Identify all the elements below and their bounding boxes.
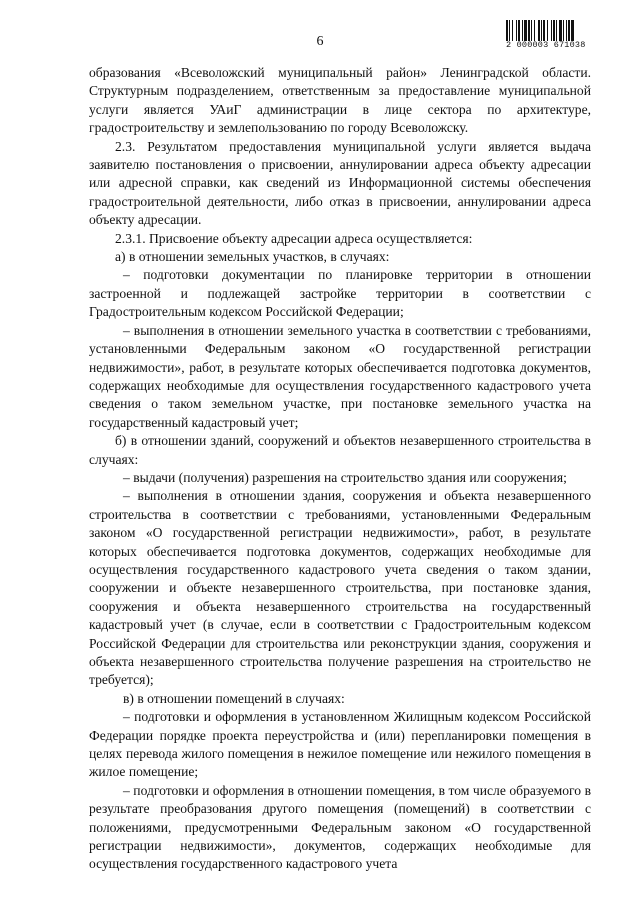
list-heading-buildings: б) в отношении зданий, сооружений и объектов незавершенного строительства в случаях: (89, 433, 591, 467)
list-item: – подготовки документации по планировке территории в отношении застроенной и подлежащей застройке территории в соответствии с Градостроительным кодексом Российской Федерации; (89, 267, 591, 320)
document-body (89, 64, 591, 874)
list-item: – выдачи (получения) разрешения на строительство здания или сооружения; (123, 469, 567, 485)
list-item: – выполнения в отношении здания, сооружения и объекта незавершенного строительства в соответствии с требованиями, установленными Федеральным законом «О государственной регистрации недвижимости», работ, в результате которых обеспечивается подготовка документов, содержащих необходимые для осуществления государственного кадастрового учета сведения о таком здании, сооружении и объекте незавершенного строительства, при постановке здания, сооружения и объекта незавершенного строительства на государственный кадастровый учет (в случае, если в соответствии с Градостроительным кодексом Российской Федерации для строительства или реконструкции здания, сооружения и объекта незавершенного строительства получение разрешения на строительство не требуется); (89, 488, 591, 688)
barcode-number: 2 000003 671038 (506, 40, 586, 50)
list-item: – подготовки и оформления в установленном Жилищным кодексом Российской Федерации порядке проекта переустройства и (или) перепланировки помещения в целях перевода жилого помещения в нежилое помещение или нежилого помещения в жилое помещение; (89, 709, 591, 780)
barcode-bars (506, 20, 598, 41)
paragraph-2-3-1: 2.3.1. Присвоение объекту адресации адреса осуществляется: (115, 230, 473, 246)
list-item: – подготовки и оформления в отношении помещения, в том числе образуемого в результате преобразования другого помещения (помещений) в соответствии с положениями, предусмотренными Федеральным законом «О государственной регистрации недвижимости», документов, содержащих необходимые для осуществления государственного кадастрового учета (89, 782, 591, 872)
list-heading-land-plots: а) в отношении земельных участков, в случаях: (115, 249, 390, 265)
barcode (506, 20, 598, 50)
paragraph-2-3: 2.3. Результатом предоставления муниципальной услуги является выдача заявителю постановления о присвоении, аннулировании адреса объекту адресации или адресной справки, как сведений из Информационной системы обеспечения градостроительной деятельности, либо отказ в присвоении, аннулировании адреса объекту адресации. (89, 138, 591, 228)
list-item: – выполнения в отношении земельного участка в соответствии с требованиями, установленными Федеральным законом «О государственной регистрации недвижимости», работ, в результате которых обеспечивается подготовка документов, содержащих необходимые для осуществления государственного кадастрового учета сведения о таком земельном участке, при постановке земельного участка на государственный кадастровый учет; (89, 322, 591, 430)
list-heading-premises: в) в отношении помещений в случаях: (123, 690, 345, 706)
page-number: 6 (316, 34, 324, 49)
paragraph-continuation: образования «Всеволожский муниципальный район» Ленинградской области. Структурным подразделением, ответственным за предоставление муниципальной услуги является УАиГ администрации в лице сектора по архитектуре, градостроительству и землепользованию по городу Всеволожску. (89, 65, 591, 136)
